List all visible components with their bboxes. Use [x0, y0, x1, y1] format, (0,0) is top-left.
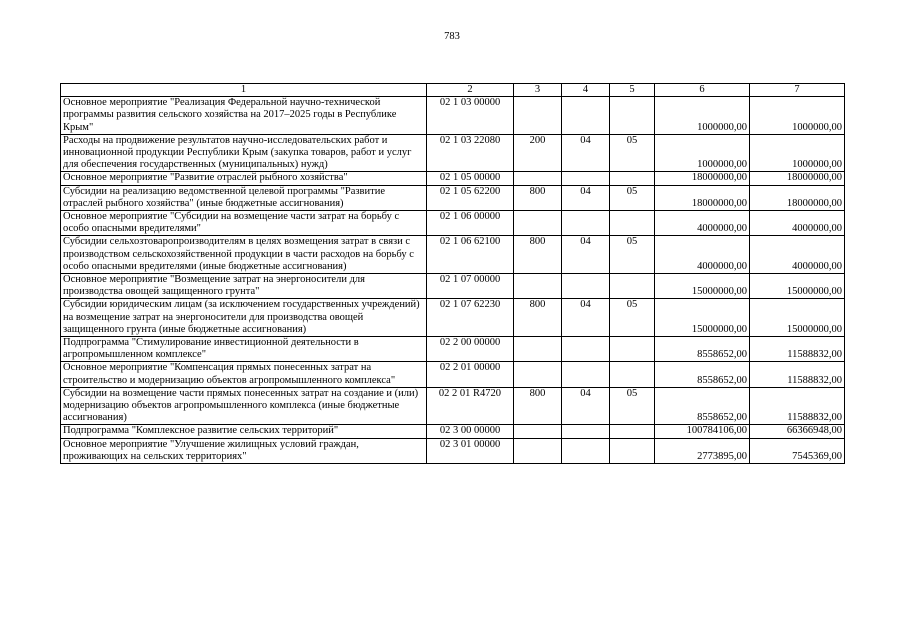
section-cell [562, 362, 610, 387]
subsection-cell: 05 [610, 299, 655, 337]
table-row [61, 211, 845, 236]
table-row [61, 425, 845, 438]
target-code-cell: 02 1 06 00000 [427, 211, 514, 236]
target-code-cell: 02 1 06 62100 [427, 236, 514, 274]
amount-col6-cell: 4000000,00 [655, 236, 750, 274]
amount-col6-cell: 1000000,00 [655, 134, 750, 172]
row-description-cell: Подпрограмма "Стимулирование инвестиционной деятельности в агропромышленном комплексе" [61, 337, 427, 362]
subsection-cell [610, 362, 655, 387]
target-code-cell: 02 1 05 62200 [427, 185, 514, 210]
table-row [61, 387, 845, 425]
row-description-cell: Расходы на продвижение результатов научно-исследовательских работ и инновационной продукции Республики Крым (закупка товаров, работ и услуг для обеспечения государственных (муниципальных) нужд) [61, 134, 427, 172]
row-description-cell: Основное мероприятие "Компенсация прямых понесенных затрат на строительство и модернизацию объектов агропромышленного комплекса" [61, 362, 427, 387]
expense-type-cell [514, 362, 562, 387]
target-code-cell: 02 2 01 R4720 [427, 387, 514, 425]
column-header: 1 [61, 84, 427, 97]
target-code-cell: 02 2 00 00000 [427, 337, 514, 362]
section-cell [562, 425, 610, 438]
expense-type-cell [514, 97, 562, 135]
subsection-cell [610, 211, 655, 236]
table-row [61, 337, 845, 362]
row-description-cell: Субсидии сельхозтоваропроизводителям в целях возмещения затрат в связи с производством сельскохозяйственной продукции в части расходов на борьбу с особо опасными вредителями (иные бюджетные ассигнования) [61, 236, 427, 274]
row-description-cell: Подпрограмма "Комплексное развитие сельских территорий" [61, 425, 427, 438]
expense-type-cell [514, 438, 562, 463]
subsection-cell [610, 337, 655, 362]
subsection-cell [610, 438, 655, 463]
target-code-cell: 02 3 01 00000 [427, 438, 514, 463]
section-cell [562, 211, 610, 236]
row-description-cell: Субсидии юридическим лицам (за исключением государственных учреждений) на возмещение затрат на энергоносители для производства овощей защищенного грунта (иные бюджетные ассигнования) [61, 299, 427, 337]
target-code-cell: 02 3 00 00000 [427, 425, 514, 438]
section-cell: 04 [562, 387, 610, 425]
subsection-cell [610, 425, 655, 438]
target-code-cell: 02 1 07 62230 [427, 299, 514, 337]
amount-col7-cell: 7545369,00 [750, 438, 845, 463]
amount-col6-cell: 18000000,00 [655, 172, 750, 185]
table-row [61, 185, 845, 210]
amount-col6-cell: 15000000,00 [655, 274, 750, 299]
section-cell: 04 [562, 134, 610, 172]
amount-col6-cell: 1000000,00 [655, 97, 750, 135]
amount-col7-cell: 66366948,00 [750, 425, 845, 438]
target-code-cell: 02 1 07 00000 [427, 274, 514, 299]
subsection-cell [610, 274, 655, 299]
table-row [61, 299, 845, 337]
amount-col7-cell: 11588832,00 [750, 387, 845, 425]
expense-type-cell [514, 274, 562, 299]
amount-col7-cell: 4000000,00 [750, 236, 845, 274]
section-cell: 04 [562, 236, 610, 274]
row-description-cell: Субсидии на возмещение части прямых понесенных затрат на создание и (или) модернизацию объектов агропромышленного комплекса (иные бюджетные ассигнования) [61, 387, 427, 425]
column-header: 3 [514, 84, 562, 97]
page-number: 783 [444, 31, 460, 42]
amount-col7-cell: 18000000,00 [750, 185, 845, 210]
amount-col7-cell: 15000000,00 [750, 274, 845, 299]
table-row [61, 236, 845, 274]
expense-type-cell: 800 [514, 185, 562, 210]
row-description-cell: Основное мероприятие "Развитие отраслей рыбного хозяйства" [61, 172, 427, 185]
expense-type-cell [514, 211, 562, 236]
row-description-cell: Субсидии на реализацию ведомственной целевой программы "Развитие отраслей рыбного хозяйства" (иные бюджетные ассигнования) [61, 185, 427, 210]
subsection-cell: 05 [610, 185, 655, 210]
subsection-cell: 05 [610, 236, 655, 274]
section-cell [562, 97, 610, 135]
expense-type-cell: 200 [514, 134, 562, 172]
amount-col6-cell: 18000000,00 [655, 185, 750, 210]
target-code-cell: 02 2 01 00000 [427, 362, 514, 387]
expense-type-cell: 800 [514, 236, 562, 274]
table-row [61, 97, 845, 135]
target-code-cell: 02 1 03 00000 [427, 97, 514, 135]
column-header: 4 [562, 84, 610, 97]
table-row [61, 438, 845, 463]
table-row [61, 362, 845, 387]
amount-col7-cell: 11588832,00 [750, 337, 845, 362]
amount-col7-cell: 1000000,00 [750, 134, 845, 172]
expense-type-cell [514, 425, 562, 438]
budget-table [60, 83, 845, 464]
amount-col6-cell: 100784106,00 [655, 425, 750, 438]
section-cell: 04 [562, 299, 610, 337]
amount-col6-cell: 4000000,00 [655, 211, 750, 236]
section-cell [562, 274, 610, 299]
amount-col6-cell: 2773895,00 [655, 438, 750, 463]
target-code-cell: 02 1 05 00000 [427, 172, 514, 185]
target-code-cell: 02 1 03 22080 [427, 134, 514, 172]
row-description-cell: Основное мероприятие "Субсидии на возмещение части затрат на борьбу с особо опасными вредителями" [61, 211, 427, 236]
amount-col6-cell: 8558652,00 [655, 387, 750, 425]
amount-col7-cell: 4000000,00 [750, 211, 845, 236]
row-description-cell: Основное мероприятие "Улучшение жилищных условий граждан, проживающих на сельских территориях" [61, 438, 427, 463]
amount-col6-cell: 8558652,00 [655, 337, 750, 362]
subsection-cell: 05 [610, 387, 655, 425]
section-cell: 04 [562, 185, 610, 210]
amount-col7-cell: 1000000,00 [750, 97, 845, 135]
column-header: 2 [427, 84, 514, 97]
subsection-cell [610, 97, 655, 135]
amount-col7-cell: 11588832,00 [750, 362, 845, 387]
amount-col7-cell: 18000000,00 [750, 172, 845, 185]
expense-type-cell [514, 337, 562, 362]
expense-type-cell [514, 172, 562, 185]
table-row [61, 172, 845, 185]
subsection-cell: 05 [610, 134, 655, 172]
expense-type-cell: 800 [514, 387, 562, 425]
amount-col6-cell: 15000000,00 [655, 299, 750, 337]
column-header: 5 [610, 84, 655, 97]
row-description-cell: Основное мероприятие "Возмещение затрат на энергоносители для производства овощей защищенного грунта" [61, 274, 427, 299]
table-row [61, 274, 845, 299]
subsection-cell [610, 172, 655, 185]
amount-col7-cell: 15000000,00 [750, 299, 845, 337]
column-header: 7 [750, 84, 845, 97]
section-cell [562, 438, 610, 463]
amount-col6-cell: 8558652,00 [655, 362, 750, 387]
expense-type-cell: 800 [514, 299, 562, 337]
table-header-row [61, 84, 845, 97]
section-cell [562, 172, 610, 185]
section-cell [562, 337, 610, 362]
table-row [61, 134, 845, 172]
row-description-cell: Основное мероприятие "Реализация Федеральной научно-технической программы развития сельского хозяйства на 2017–2025 годы в Республике Крым" [61, 97, 427, 135]
column-header: 6 [655, 84, 750, 97]
